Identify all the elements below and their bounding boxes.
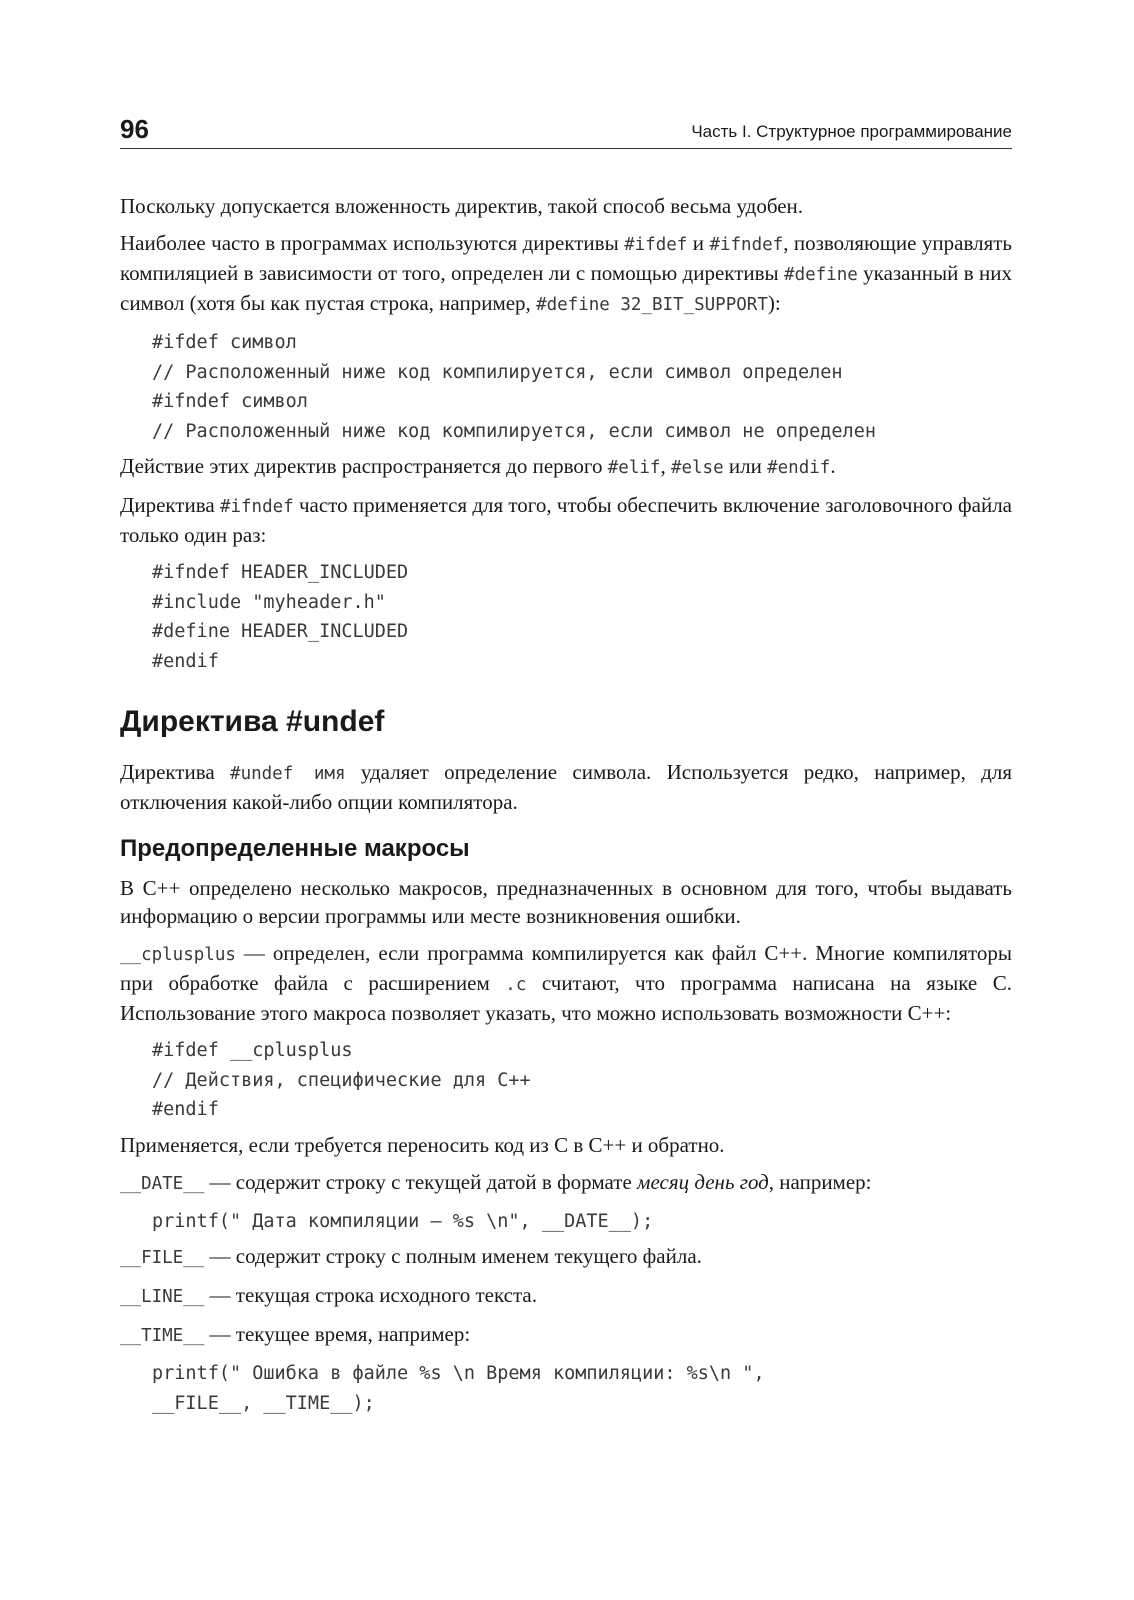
code-line: #ifndef символ [152, 391, 308, 412]
paragraph: Действие этих директив распространяется до первого #elif, #else или #endif. [120, 454, 836, 478]
code-line: #define HEADER_INCLUDED [152, 621, 409, 642]
code-block [152, 1207, 1012, 1237]
paragraph: Поскольку допускается вложенность директив, такой способ весьма удобен. [120, 194, 804, 218]
paragraph: __FILE__ — содержит строку с полным именем текущего файла. [120, 1244, 702, 1268]
running-title: Часть I. Структурное программирование [691, 122, 1012, 141]
paragraph: Применяется, если требуется переносить код из C в C++ и обратно. [120, 1132, 725, 1157]
paragraph: __cplusplus — определен, если программа компилируется как файл C++. Многие компиляторы при обработке файла с расширением .c считают, что программа написана на языке C. Использование этого макроса позволяет указать, что можно использовать возможности C++: [120, 941, 1013, 1025]
paragraph: Наиболее часто в программах используются директивы #ifdef и #ifndef, позволяющие управлять компиляцией в зависимости от того, определен ли с помощью директивы #define указанный в них символ (хотя бы как пустая строка, например, #define 32_BIT_SUPPORT): [120, 231, 1012, 315]
code-line: __FILE__, __TIME__); [152, 1392, 375, 1414]
code-line: // Расположенный ниже код компилируется, если символ определен [152, 361, 843, 383]
code-line: #ifdef символ [152, 332, 297, 353]
code-line: #include "myheader.h" [152, 591, 386, 613]
paragraph: __DATE__ — содержит строку с текущей датой в формате месяц день год, например: [120, 1169, 872, 1194]
paragraph: В C++ определено несколько макросов, предназначенных в основном для того, чтобы выдавать информацию о версии программы или месте возникновения ошибки. [120, 876, 1012, 928]
book-page [120, 100, 1012, 1424]
code-line: printf(" Ошибка в файле %s \n Время компиляции: %s\n ", [152, 1363, 765, 1384]
code-line: #endif [152, 650, 219, 672]
code-line: printf(" Дата компиляции – %s \n", __DATE__); [152, 1210, 654, 1232]
paragraph: __LINE__ — текущая строка исходного текста. [120, 1283, 537, 1307]
code-line: // Действия, специфические для C++ [152, 1069, 531, 1091]
code-block [152, 1359, 1012, 1418]
code-line: #ifndef HEADER_INCLUDED [152, 562, 409, 583]
paragraph: Директива #ifndef часто применяется для того, чтобы обеспечить включение заголовочного файла только один раз: [120, 493, 1013, 547]
paragraph: Директива #undef имя удаляет определение символа. Используется редко, например, для отключения какой-либо опции компилятора. [120, 760, 1012, 814]
code-line: #endif [152, 1099, 219, 1120]
page-number: 96 [120, 114, 149, 144]
subsection-heading: Предопределенные макросы [120, 835, 470, 862]
page-content [120, 192, 1012, 1418]
code-block [152, 328, 1012, 446]
code-block [152, 558, 1012, 676]
section-heading: Директива #undef [120, 705, 385, 738]
page-header [120, 100, 1012, 149]
code-line: #ifdef __cplusplus [152, 1040, 353, 1061]
paragraph: __TIME__ — текущее время, например: [120, 1322, 471, 1346]
code-line: // Расположенный ниже код компилируется, если символ не определен [152, 420, 876, 442]
code-block [152, 1036, 1012, 1125]
